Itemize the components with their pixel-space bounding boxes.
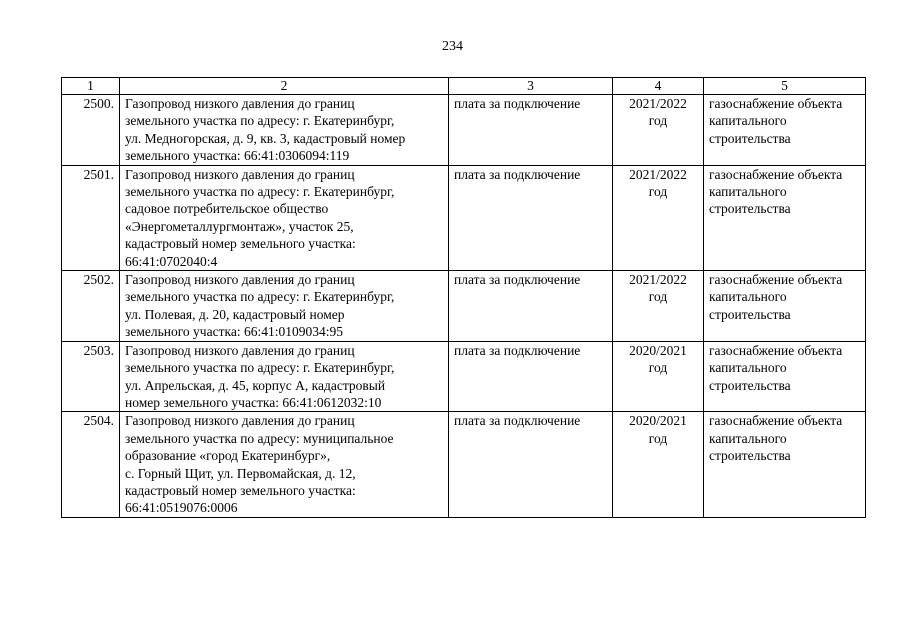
funding-source-cell: плата за подключение [449, 95, 613, 166]
object-description-line: 66:41:0519076:0006 [125, 500, 238, 516]
object-description-line: земельного участка по адресу: г. Екатеринбург, [125, 360, 395, 376]
table-row [62, 95, 866, 166]
object-description-line: кадастровый номер земельного участка: [125, 236, 356, 252]
funding-source-cell: плата за подключение [449, 271, 613, 342]
period-line: 2020/2021 [629, 413, 687, 429]
object-description-cell [120, 165, 449, 270]
purpose-line: газоснабжение объекта [709, 342, 843, 358]
object-description-line: «Энергометаллургмонтаж», участок 25, [125, 218, 354, 234]
purpose-line: строительства [709, 306, 791, 322]
purpose-line: газоснабжение объекта [709, 166, 843, 182]
purpose-line: капитального [709, 430, 787, 446]
object-description-line: земельного участка: 66:41:0306094:119 [125, 148, 350, 164]
period-line: год [648, 430, 668, 446]
object-description-cell [120, 412, 449, 517]
object-description-cell [120, 95, 449, 166]
period-cell [613, 95, 704, 166]
period-cell [613, 271, 704, 342]
registry-table [61, 77, 866, 518]
purpose-line: капитального [709, 360, 787, 376]
object-description-line: ул. Полевая, д. 20, кадастровый номер [125, 306, 345, 322]
column-header-5: 5 [704, 78, 866, 95]
object-description-line: садовое потребительское общество [125, 201, 329, 217]
funding-source-cell: плата за подключение [449, 341, 613, 412]
row-number-cell: 2502. [62, 271, 120, 342]
purpose-line: газоснабжение объекта [709, 96, 843, 111]
object-description-line: земельного участка по адресу: г. Екатеринбург, [125, 113, 395, 129]
object-description-line: земельного участка по адресу: г. Екатеринбург, [125, 184, 395, 200]
purpose-line: газоснабжение объекта [709, 272, 843, 288]
object-description-line: номер земельного участка: 66:41:0612032:10 [125, 394, 382, 410]
object-description-line: образование «город Екатеринбург», [125, 448, 331, 464]
page-number: 234 [442, 39, 463, 54]
table-row [62, 271, 866, 342]
period-line: год [648, 360, 668, 376]
object-description-line: земельного участка по адресу: г. Екатеринбург, [125, 289, 395, 305]
object-description-line: земельного участка: 66:41:0109034:95 [125, 324, 343, 340]
table-row [62, 341, 866, 412]
column-header-3: 3 [449, 78, 613, 95]
period-cell [613, 165, 704, 270]
object-description-line: Газопровод низкого давления до границ [125, 96, 355, 111]
funding-source-cell: плата за подключение [449, 165, 613, 270]
period-cell [613, 412, 704, 517]
purpose-line: капитального [709, 113, 787, 129]
funding-source-cell: плата за подключение [449, 412, 613, 517]
purpose-line: капитального [709, 184, 787, 200]
purpose-cell [704, 95, 866, 166]
table-row [62, 165, 866, 270]
object-description-cell [120, 341, 449, 412]
object-description-line: кадастровый номер земельного участка: [125, 482, 356, 498]
period-line: год [648, 113, 668, 129]
purpose-cell [704, 271, 866, 342]
row-number-cell: 2500. [62, 95, 120, 166]
period-line: 2021/2022 [629, 96, 687, 111]
period-line: 2020/2021 [629, 342, 687, 358]
object-description-line: 66:41:0702040:4 [125, 253, 218, 269]
row-number-cell: 2501. [62, 165, 120, 270]
purpose-line: строительства [709, 201, 791, 217]
period-line: год [648, 184, 668, 200]
row-number-cell: 2503. [62, 341, 120, 412]
row-number-cell: 2504. [62, 412, 120, 517]
object-description-line: Газопровод низкого давления до границ [125, 272, 355, 288]
purpose-cell [704, 341, 866, 412]
table-header-row [62, 78, 866, 95]
table-row [62, 412, 866, 517]
object-description-line: с. Горный Щит, ул. Первомайская, д. 12, [125, 465, 356, 481]
purpose-line: капитального [709, 289, 787, 305]
object-description-line: Газопровод низкого давления до границ [125, 166, 355, 182]
purpose-cell [704, 412, 866, 517]
purpose-line: строительства [709, 130, 791, 146]
object-description-line: Газопровод низкого давления до границ [125, 413, 355, 429]
purpose-cell [704, 165, 866, 270]
period-line: год [648, 289, 668, 305]
purpose-line: строительства [709, 448, 791, 464]
period-line: 2021/2022 [629, 272, 687, 288]
column-header-4: 4 [613, 78, 704, 95]
period-line: 2021/2022 [629, 166, 687, 182]
column-header-2: 2 [120, 78, 449, 95]
object-description-line: ул. Апрельская, д. 45, корпус А, кадастровый [125, 377, 386, 393]
period-cell [613, 341, 704, 412]
object-description-line: ул. Медногорская, д. 9, кв. 3, кадастровый номер [125, 130, 406, 146]
column-header-1: 1 [62, 78, 120, 95]
object-description-line: земельного участка по адресу: муниципальное [125, 430, 394, 446]
object-description-line: Газопровод низкого давления до границ [125, 342, 355, 358]
object-description-cell [120, 271, 449, 342]
purpose-line: строительства [709, 377, 791, 393]
purpose-line: газоснабжение объекта [709, 413, 843, 429]
